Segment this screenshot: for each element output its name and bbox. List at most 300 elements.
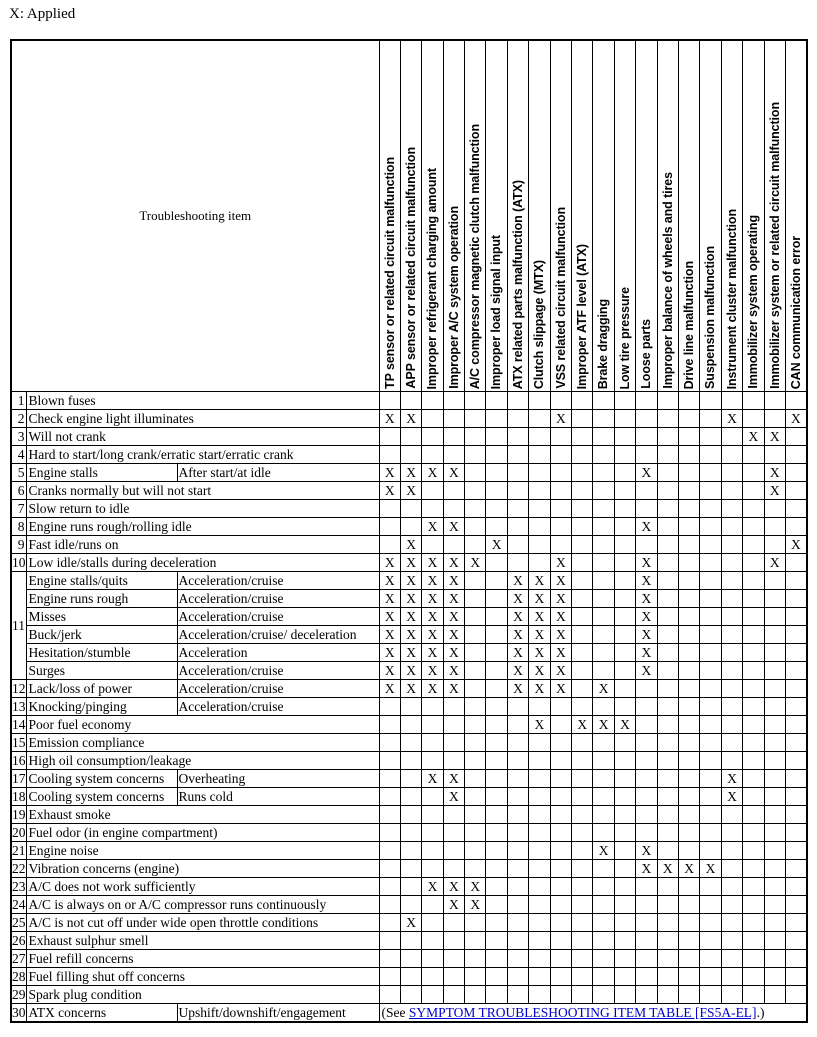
- applied-mark: X: [443, 518, 464, 536]
- empty-cell: [422, 914, 443, 932]
- applied-mark: X: [529, 662, 550, 680]
- empty-cell: [614, 968, 635, 986]
- empty-cell: [721, 590, 742, 608]
- column-header-label: TP sensor or related circuit malfunction: [382, 157, 397, 389]
- empty-cell: [465, 500, 486, 518]
- empty-cell: [700, 680, 721, 698]
- applied-mark: X: [400, 914, 421, 932]
- empty-cell: [486, 932, 507, 950]
- empty-cell: [764, 806, 785, 824]
- empty-cell: [529, 770, 550, 788]
- row-number: 30: [12, 1005, 26, 1020]
- empty-cell: [678, 410, 699, 428]
- table-row: [11, 842, 807, 860]
- empty-cell: [785, 518, 806, 536]
- empty-cell: [678, 680, 699, 698]
- symptom-label: Knocking/pinging: [26, 698, 177, 716]
- row-number: 22: [12, 861, 26, 876]
- empty-cell: [507, 878, 528, 896]
- symptom-label: Cooling system concerns: [26, 788, 177, 806]
- applied-mark: X: [422, 464, 443, 482]
- empty-cell: [486, 662, 507, 680]
- empty-cell: [572, 590, 593, 608]
- empty-cell: [379, 716, 400, 734]
- empty-cell: [657, 716, 678, 734]
- empty-cell: [422, 428, 443, 446]
- empty-cell: [465, 428, 486, 446]
- column-header-label: ATX related parts malfunction (ATX): [510, 179, 525, 389]
- symptom-label: Slow return to idle: [26, 500, 379, 518]
- empty-cell: [785, 896, 806, 914]
- empty-cell: [593, 788, 614, 806]
- empty-cell: [700, 662, 721, 680]
- empty-cell: [572, 770, 593, 788]
- empty-cell: [593, 482, 614, 500]
- empty-cell: [678, 608, 699, 626]
- empty-cell: [572, 698, 593, 716]
- applied-mark: X: [507, 680, 528, 698]
- applied-mark: X: [400, 626, 421, 644]
- table-row: [11, 590, 807, 608]
- empty-cell: [721, 626, 742, 644]
- empty-cell: [614, 680, 635, 698]
- empty-cell: [593, 824, 614, 842]
- symptom-label: Fast idle/runs on: [26, 536, 379, 554]
- empty-cell: [614, 644, 635, 662]
- empty-cell: [572, 842, 593, 860]
- empty-cell: [657, 734, 678, 752]
- empty-cell: [507, 698, 528, 716]
- empty-cell: [572, 986, 593, 1004]
- column-header: [700, 40, 721, 392]
- symptom-label: Blown fuses: [26, 392, 379, 410]
- empty-cell: [657, 662, 678, 680]
- empty-cell: [486, 464, 507, 482]
- symptom-label: Engine stalls: [26, 464, 177, 482]
- empty-cell: [743, 878, 764, 896]
- row-number: 12: [12, 681, 26, 696]
- empty-cell: [529, 914, 550, 932]
- applied-mark: X: [443, 608, 464, 626]
- empty-cell: [486, 806, 507, 824]
- empty-cell: [486, 644, 507, 662]
- empty-cell: [465, 464, 486, 482]
- empty-cell: [700, 878, 721, 896]
- empty-cell: [721, 824, 742, 842]
- empty-cell: [422, 698, 443, 716]
- note-suffix: .): [756, 1005, 765, 1020]
- empty-cell: [700, 770, 721, 788]
- applied-mark: X: [443, 770, 464, 788]
- empty-cell: [443, 914, 464, 932]
- empty-cell: [529, 842, 550, 860]
- empty-cell: [636, 698, 657, 716]
- empty-cell: [572, 500, 593, 518]
- symptom-label: Exhaust smoke: [26, 806, 379, 824]
- empty-cell: [529, 932, 550, 950]
- empty-cell: [657, 896, 678, 914]
- empty-cell: [465, 698, 486, 716]
- empty-cell: [486, 410, 507, 428]
- empty-cell: [443, 842, 464, 860]
- column-header: [486, 40, 507, 392]
- table-row: [11, 626, 807, 644]
- empty-cell: [550, 950, 571, 968]
- empty-cell: [465, 680, 486, 698]
- empty-cell: [743, 734, 764, 752]
- empty-cell: [785, 590, 806, 608]
- empty-cell: [400, 860, 421, 878]
- empty-cell: [572, 662, 593, 680]
- empty-cell: [636, 806, 657, 824]
- empty-cell: [700, 428, 721, 446]
- empty-cell: [572, 752, 593, 770]
- row-number: 7: [11, 500, 26, 518]
- applied-mark: X: [636, 572, 657, 590]
- symptom-label: A/C is not cut off under wide open throttle conditions: [26, 914, 379, 932]
- header-row: [11, 40, 807, 392]
- empty-cell: [700, 464, 721, 482]
- empty-cell: [593, 626, 614, 644]
- empty-cell: [465, 806, 486, 824]
- column-header-label: Improper ATF level (ATX): [575, 243, 590, 389]
- empty-cell: [743, 842, 764, 860]
- column-header-label: Low tire pressure: [617, 286, 632, 389]
- empty-cell: [507, 734, 528, 752]
- empty-cell: [507, 824, 528, 842]
- empty-cell: [614, 806, 635, 824]
- empty-cell: [572, 428, 593, 446]
- empty-cell: [721, 806, 742, 824]
- empty-cell: [422, 410, 443, 428]
- table-row: [11, 788, 807, 806]
- empty-cell: [764, 986, 785, 1004]
- empty-cell: [743, 590, 764, 608]
- empty-cell: [743, 788, 764, 806]
- applied-mark: X: [400, 482, 421, 500]
- empty-cell: [636, 968, 657, 986]
- empty-cell: [486, 680, 507, 698]
- condition-label: Acceleration/cruise: [177, 590, 379, 608]
- empty-cell: [593, 932, 614, 950]
- symptom-label: Engine runs rough: [26, 590, 177, 608]
- empty-cell: [572, 878, 593, 896]
- empty-cell: [743, 392, 764, 410]
- applied-mark: X: [657, 860, 678, 878]
- column-header: [636, 40, 657, 392]
- column-header: [572, 40, 593, 392]
- applied-mark: X: [785, 410, 806, 428]
- condition-label: Acceleration/cruise: [177, 680, 379, 698]
- empty-cell: [657, 914, 678, 932]
- condition-label: Acceleration/cruise: [177, 698, 379, 716]
- empty-cell: [764, 644, 785, 662]
- empty-cell: [678, 482, 699, 500]
- applied-mark: X: [400, 554, 421, 572]
- applied-mark: X: [400, 572, 421, 590]
- empty-cell: [764, 752, 785, 770]
- empty-cell: [678, 590, 699, 608]
- empty-cell: [785, 572, 806, 590]
- empty-cell: [486, 842, 507, 860]
- empty-cell: [764, 536, 785, 554]
- row-number: 20: [12, 825, 26, 840]
- empty-cell: [507, 770, 528, 788]
- empty-cell: [700, 608, 721, 626]
- empty-cell: [529, 554, 550, 572]
- empty-cell: [678, 644, 699, 662]
- empty-cell: [700, 590, 721, 608]
- row-number: 9: [11, 536, 26, 554]
- reference-note: [379, 1004, 807, 1023]
- empty-cell: [721, 932, 742, 950]
- empty-cell: [486, 986, 507, 1004]
- empty-cell: [678, 662, 699, 680]
- applied-mark: X: [422, 680, 443, 698]
- empty-cell: [400, 518, 421, 536]
- empty-cell: [657, 878, 678, 896]
- empty-cell: [507, 842, 528, 860]
- empty-cell: [678, 698, 699, 716]
- table-row: [11, 410, 807, 428]
- column-header-label: Improper refrigerant charging amount: [425, 167, 440, 389]
- empty-cell: [443, 950, 464, 968]
- empty-cell: [593, 752, 614, 770]
- empty-cell: [764, 590, 785, 608]
- column-header-label: Improper balance of wheels and tires: [660, 172, 675, 389]
- empty-cell: [743, 860, 764, 878]
- empty-cell: [550, 806, 571, 824]
- empty-cell: [743, 986, 764, 1004]
- condition-label: Acceleration/cruise: [177, 662, 379, 680]
- symptom-label: Misses: [26, 608, 177, 626]
- empty-cell: [614, 554, 635, 572]
- empty-cell: [486, 500, 507, 518]
- empty-cell: [636, 734, 657, 752]
- empty-cell: [657, 428, 678, 446]
- column-header-label: Immobilizer system or related circuit malfunction: [767, 102, 782, 389]
- applied-mark: X: [636, 662, 657, 680]
- empty-cell: [785, 428, 806, 446]
- applied-mark: X: [636, 554, 657, 572]
- empty-cell: [550, 986, 571, 1004]
- applied-mark: X: [636, 626, 657, 644]
- applied-mark: X: [636, 842, 657, 860]
- empty-cell: [550, 518, 571, 536]
- empty-cell: [636, 428, 657, 446]
- empty-cell: [465, 410, 486, 428]
- applied-mark: X: [550, 572, 571, 590]
- empty-cell: [400, 986, 421, 1004]
- empty-cell: [507, 392, 528, 410]
- empty-cell: [743, 446, 764, 464]
- applied-mark: X: [443, 680, 464, 698]
- empty-cell: [443, 698, 464, 716]
- applied-mark: X: [550, 590, 571, 608]
- column-header-label: A/C compressor magnetic clutch malfunction: [468, 123, 483, 389]
- empty-cell: [465, 752, 486, 770]
- empty-cell: [700, 536, 721, 554]
- empty-cell: [379, 932, 400, 950]
- condition-label: Upshift/downshift/engagement: [177, 1004, 379, 1023]
- symptom-label: Buck/jerk: [26, 626, 177, 644]
- empty-cell: [721, 716, 742, 734]
- empty-cell: [529, 860, 550, 878]
- empty-cell: [743, 914, 764, 932]
- applied-mark: X: [636, 860, 657, 878]
- empty-cell: [785, 446, 806, 464]
- empty-cell: [743, 680, 764, 698]
- empty-cell: [572, 626, 593, 644]
- applied-mark: X: [422, 572, 443, 590]
- empty-cell: [550, 932, 571, 950]
- empty-cell: [593, 428, 614, 446]
- empty-cell: [743, 806, 764, 824]
- empty-cell: [550, 860, 571, 878]
- empty-cell: [743, 536, 764, 554]
- empty-cell: [572, 734, 593, 752]
- empty-cell: [443, 392, 464, 410]
- empty-cell: [657, 770, 678, 788]
- empty-cell: [486, 734, 507, 752]
- empty-cell: [550, 446, 571, 464]
- empty-cell: [507, 932, 528, 950]
- empty-cell: [465, 482, 486, 500]
- empty-cell: [379, 770, 400, 788]
- empty-cell: [443, 860, 464, 878]
- column-header: [593, 40, 614, 392]
- empty-cell: [400, 932, 421, 950]
- empty-cell: [572, 608, 593, 626]
- empty-cell: [465, 824, 486, 842]
- empty-cell: [400, 734, 421, 752]
- empty-cell: [657, 590, 678, 608]
- applied-mark: X: [400, 662, 421, 680]
- empty-cell: [721, 446, 742, 464]
- symptom-label: Engine noise: [26, 842, 379, 860]
- empty-cell: [529, 806, 550, 824]
- empty-cell: [422, 788, 443, 806]
- applied-mark: X: [400, 536, 421, 554]
- empty-cell: [443, 752, 464, 770]
- column-header: [785, 40, 806, 392]
- applied-mark: X: [721, 770, 742, 788]
- applied-mark: X: [443, 878, 464, 896]
- table-row: [11, 644, 807, 662]
- applied-mark: X: [400, 464, 421, 482]
- empty-cell: [657, 986, 678, 1004]
- empty-cell: [400, 392, 421, 410]
- empty-cell: [486, 590, 507, 608]
- empty-cell: [636, 410, 657, 428]
- empty-cell: [614, 446, 635, 464]
- applied-mark: X: [443, 662, 464, 680]
- empty-cell: [507, 428, 528, 446]
- empty-cell: [486, 824, 507, 842]
- row-number: 25: [12, 915, 26, 930]
- empty-cell: [422, 968, 443, 986]
- empty-cell: [400, 896, 421, 914]
- empty-cell: [614, 572, 635, 590]
- row-number: 8: [11, 518, 26, 536]
- empty-cell: [572, 572, 593, 590]
- table-row: [11, 752, 807, 770]
- empty-cell: [721, 608, 742, 626]
- empty-cell: [743, 608, 764, 626]
- applied-mark: X: [550, 608, 571, 626]
- empty-cell: [529, 698, 550, 716]
- empty-cell: [529, 896, 550, 914]
- table-row: [11, 572, 807, 590]
- empty-cell: [486, 914, 507, 932]
- row-number: 2: [11, 410, 26, 428]
- empty-cell: [657, 752, 678, 770]
- empty-cell: [593, 914, 614, 932]
- row-number: 18: [12, 789, 26, 804]
- empty-cell: [678, 500, 699, 518]
- table-row: [11, 734, 807, 752]
- empty-cell: [486, 518, 507, 536]
- empty-cell: [721, 662, 742, 680]
- row-number: 6: [11, 482, 26, 500]
- empty-cell: [550, 428, 571, 446]
- symptom-table-link[interactable]: SYMPTOM TROUBLESHOOTING ITEM TABLE [FS5A-EL]: [408, 1005, 757, 1020]
- empty-cell: [529, 464, 550, 482]
- empty-cell: [443, 986, 464, 1004]
- empty-cell: [400, 842, 421, 860]
- applied-mark: X: [379, 662, 400, 680]
- empty-cell: [593, 608, 614, 626]
- table-row: [11, 518, 807, 536]
- empty-cell: [785, 968, 806, 986]
- empty-cell: [764, 770, 785, 788]
- empty-cell: [743, 896, 764, 914]
- empty-cell: [400, 806, 421, 824]
- empty-cell: [572, 464, 593, 482]
- empty-cell: [721, 968, 742, 986]
- empty-cell: [657, 842, 678, 860]
- empty-cell: [443, 932, 464, 950]
- table-row: [11, 914, 807, 932]
- symptom-label: Cooling system concerns: [26, 770, 177, 788]
- applied-mark: X: [593, 680, 614, 698]
- applied-mark: X: [550, 680, 571, 698]
- empty-cell: [572, 518, 593, 536]
- empty-cell: [486, 770, 507, 788]
- empty-cell: [678, 752, 699, 770]
- empty-cell: [486, 482, 507, 500]
- empty-cell: [785, 932, 806, 950]
- empty-cell: [550, 464, 571, 482]
- empty-cell: [614, 392, 635, 410]
- empty-cell: [743, 464, 764, 482]
- empty-cell: [743, 626, 764, 644]
- applied-mark: X: [443, 554, 464, 572]
- empty-cell: [614, 410, 635, 428]
- empty-cell: [572, 914, 593, 932]
- empty-cell: [743, 518, 764, 536]
- empty-cell: [507, 446, 528, 464]
- empty-cell: [636, 716, 657, 734]
- symptom-label: Surges: [26, 662, 177, 680]
- applied-mark: X: [507, 572, 528, 590]
- table-row: [11, 464, 807, 482]
- empty-cell: [678, 788, 699, 806]
- empty-cell: [678, 968, 699, 986]
- empty-cell: [550, 914, 571, 932]
- empty-cell: [379, 950, 400, 968]
- symptom-label: A/C does not work sufficiently: [26, 878, 379, 896]
